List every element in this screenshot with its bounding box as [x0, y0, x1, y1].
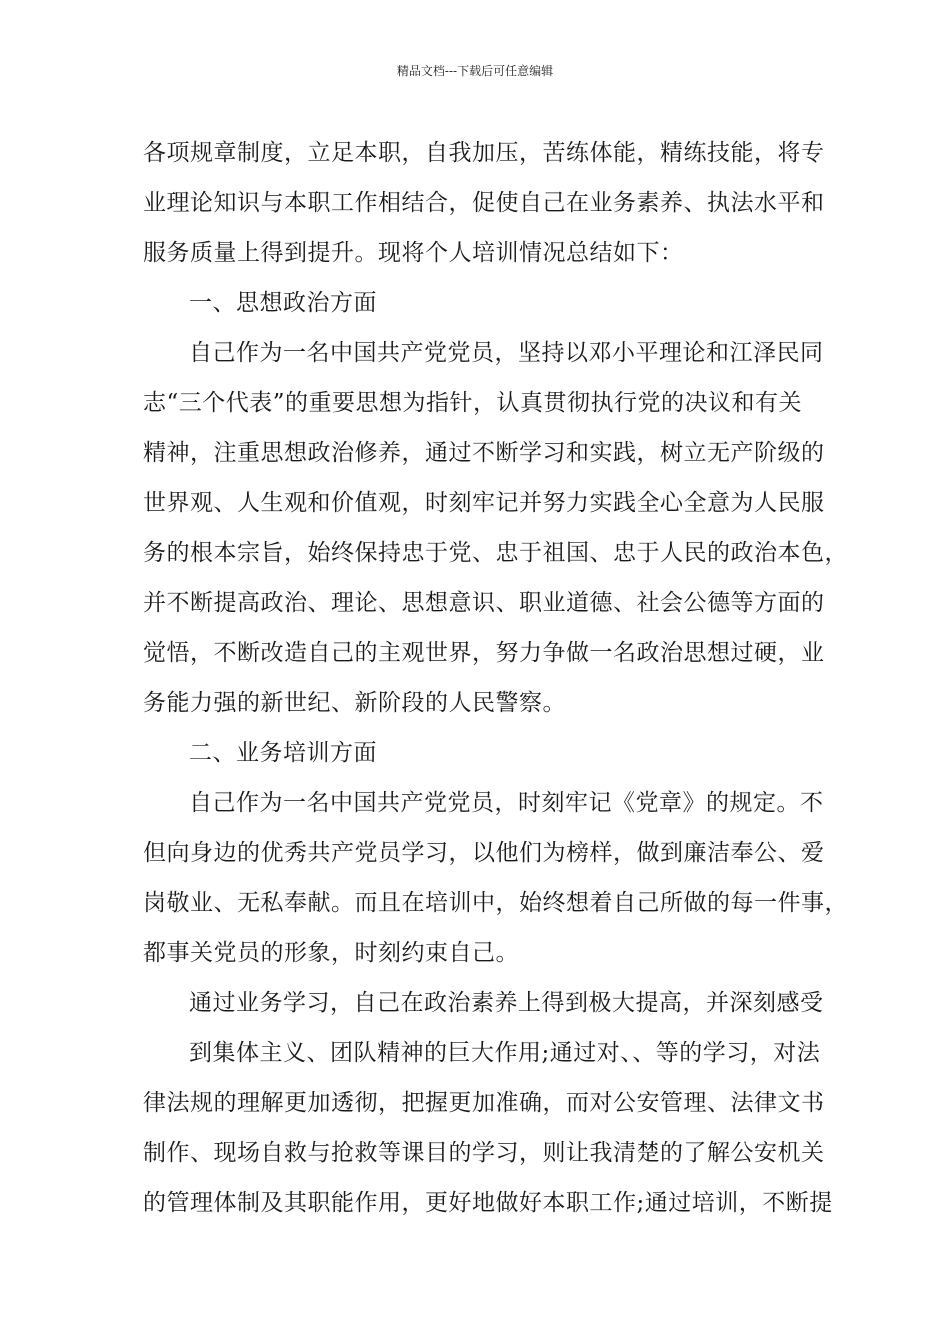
text-line: 通过业务学习，自己在政治素养上得到极大提高，并深刻感受 — [189, 990, 824, 1016]
page-header: 精品文档---下载后可任意编辑 — [396, 64, 554, 78]
text-line: 自己作为一名中国共产党党员，时刻牢记《党章》的规定。不 — [189, 790, 824, 816]
text-line: 觉悟，不断改造自己的主观世界，努力争做一名政治思想过硬，业 — [143, 640, 825, 666]
text-line: 岗敬业、无私奉献。而且在培训中，始终想着自己所做的每一件事， — [143, 890, 848, 916]
text-line: 并不断提高政治、理论、思想意识、职业道德、社会公德等方面的 — [143, 590, 825, 616]
text-line: 自己作为一名中国共产党党员，坚持以邓小平理论和江泽民同 — [189, 340, 824, 366]
text-line: 各项规章制度，立足本职，自我加压，苦练体能，精练技能，将专 — [143, 140, 825, 166]
text-line: 业理论知识与本职工作相结合，促使自己在业务素养、执法水平和 — [143, 190, 825, 216]
text-line: 都事关党员的形象，时刻约束自己。 — [143, 940, 519, 966]
text-line: 志“三个代表”的重要思想为指针，认真贯彻执行党的决议和有关 — [143, 390, 803, 416]
text-line: 服务质量上得到提升。现将个人培训情况总结如下： — [143, 240, 684, 266]
text-line: 但向身边的优秀共产党员学习，以他们为榜样，做到廉洁奉公、爱 — [143, 840, 825, 866]
text-line: 律法规的理解更加透彻，把握更加准确，而对公安管理、法律文书 — [143, 1090, 825, 1116]
text-line: 到集体主义、团队精神的巨大作用;通过对、、等的学习，对法 — [189, 1040, 821, 1066]
document-body — [143, 128, 848, 1228]
text-line: 务能力强的新世纪、新阶段的人民警察。 — [143, 690, 566, 716]
text-line: 精神，注重思想政治修养，通过不断学习和实践，树立无产阶级的 — [143, 440, 825, 466]
text-line: 务的根本宗旨，始终保持忠于党、忠于祖国、忠于人民的政治本色， — [143, 540, 848, 566]
text-line: 的管理体制及其职能作用，更好地做好本职工作;通过培训，不断提 — [143, 1190, 833, 1216]
section-heading-ideology: 一、思想政治方面 — [189, 290, 377, 316]
text-line: 世界观、人生观和价值观，时刻牢记并努力实践全心全意为人民服 — [143, 490, 825, 516]
text-line: 制作、现场自救与抢救等课目的学习，则让我清楚的了解公安机关 — [143, 1140, 825, 1166]
section-heading-training: 二、业务培训方面 — [189, 740, 377, 766]
